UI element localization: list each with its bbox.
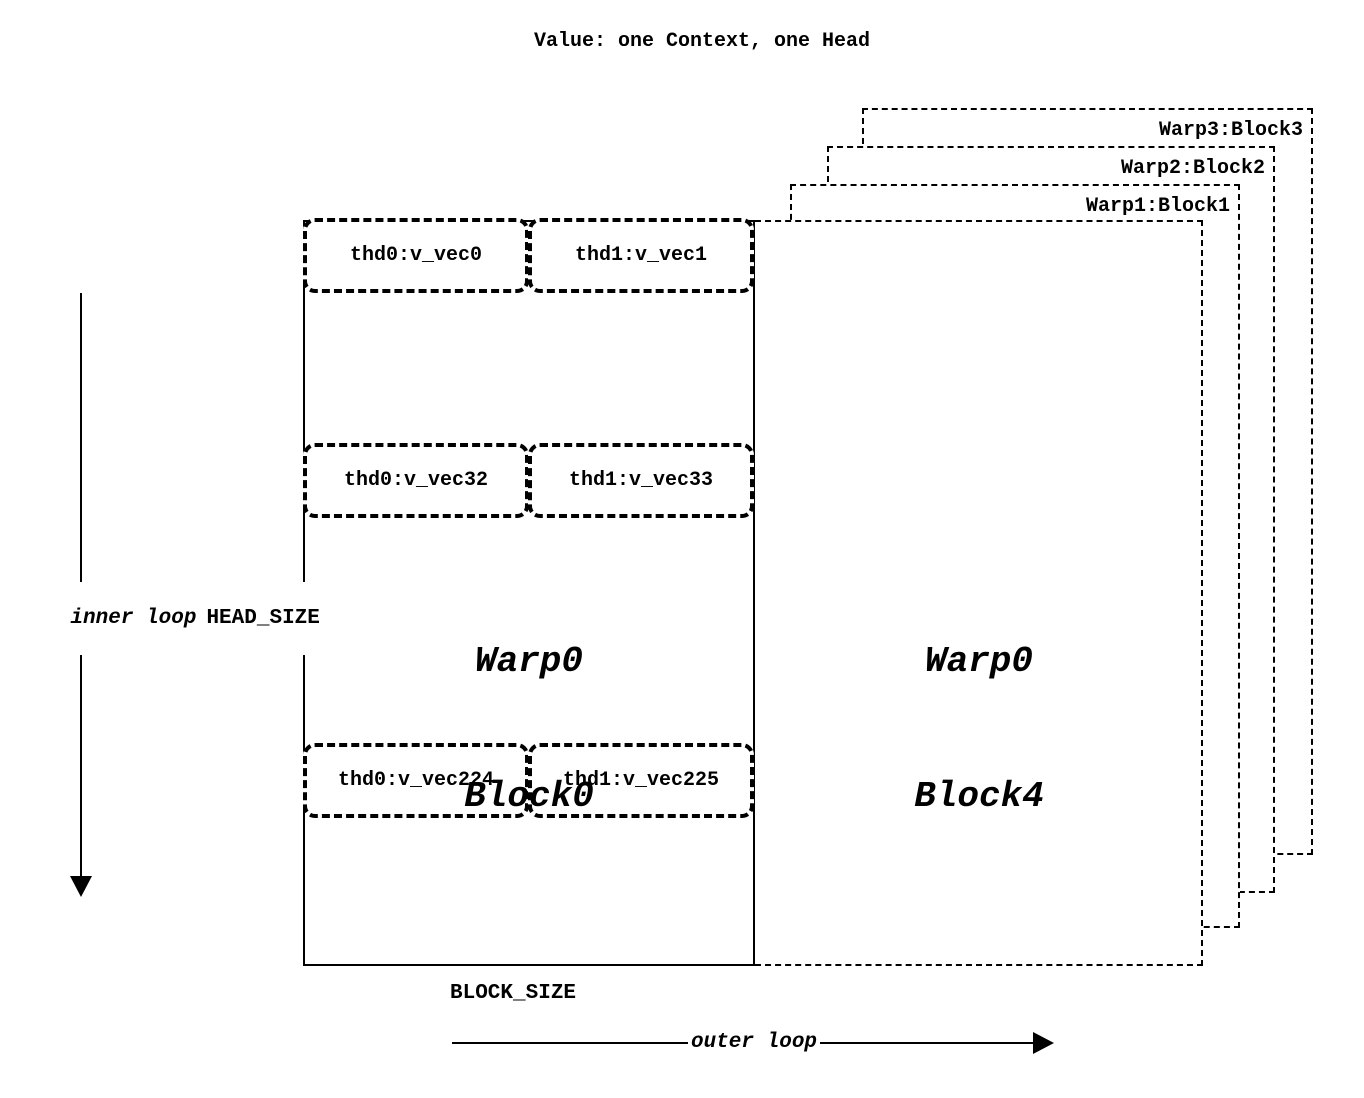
block-warp2-block2-label: Warp2:Block2 [1120, 157, 1265, 180]
warp0-block4-label-line2: Block4 [914, 776, 1044, 817]
thd-box-v-vec32: thd0:v_vec32 [303, 443, 529, 518]
warp0-block4-label-line1: Warp0 [924, 641, 1034, 682]
thd-box-v-vec224: thd0:v_vec224 [303, 743, 529, 818]
warp0-block4-label [755, 549, 1203, 909]
thd-box-v-vec0: thd0:v_vec0 [303, 218, 529, 293]
thd-box-v-vec1: thd1:v_vec1 [528, 218, 754, 293]
head-size-label: HEAD_SIZE [206, 607, 320, 630]
thd-box-v-vec225: thd1:v_vec225 [528, 743, 754, 818]
inner-loop-arrowhead-icon [70, 876, 92, 897]
block-size-label: BLOCK_SIZE [450, 982, 577, 1005]
warp0-block0-label [303, 549, 755, 909]
inner-loop-label: inner loop [70, 607, 197, 630]
warp0-block0-label-line1: Warp0 [474, 641, 584, 682]
inner-loop-axis-label [20, 582, 320, 655]
outer-loop-arrowhead-icon [1033, 1032, 1054, 1054]
diagram-title: Value: one Context, one Head [533, 30, 871, 53]
outer-loop-label: outer loop [688, 1031, 820, 1054]
thd-box-v-vec33: thd1:v_vec33 [528, 443, 754, 518]
warp0-block0-label-line2: Block0 [464, 776, 594, 817]
block-warp3-block3-label: Warp3:Block3 [1158, 119, 1303, 142]
block-warp1-block1-label: Warp1:Block1 [1085, 195, 1230, 218]
